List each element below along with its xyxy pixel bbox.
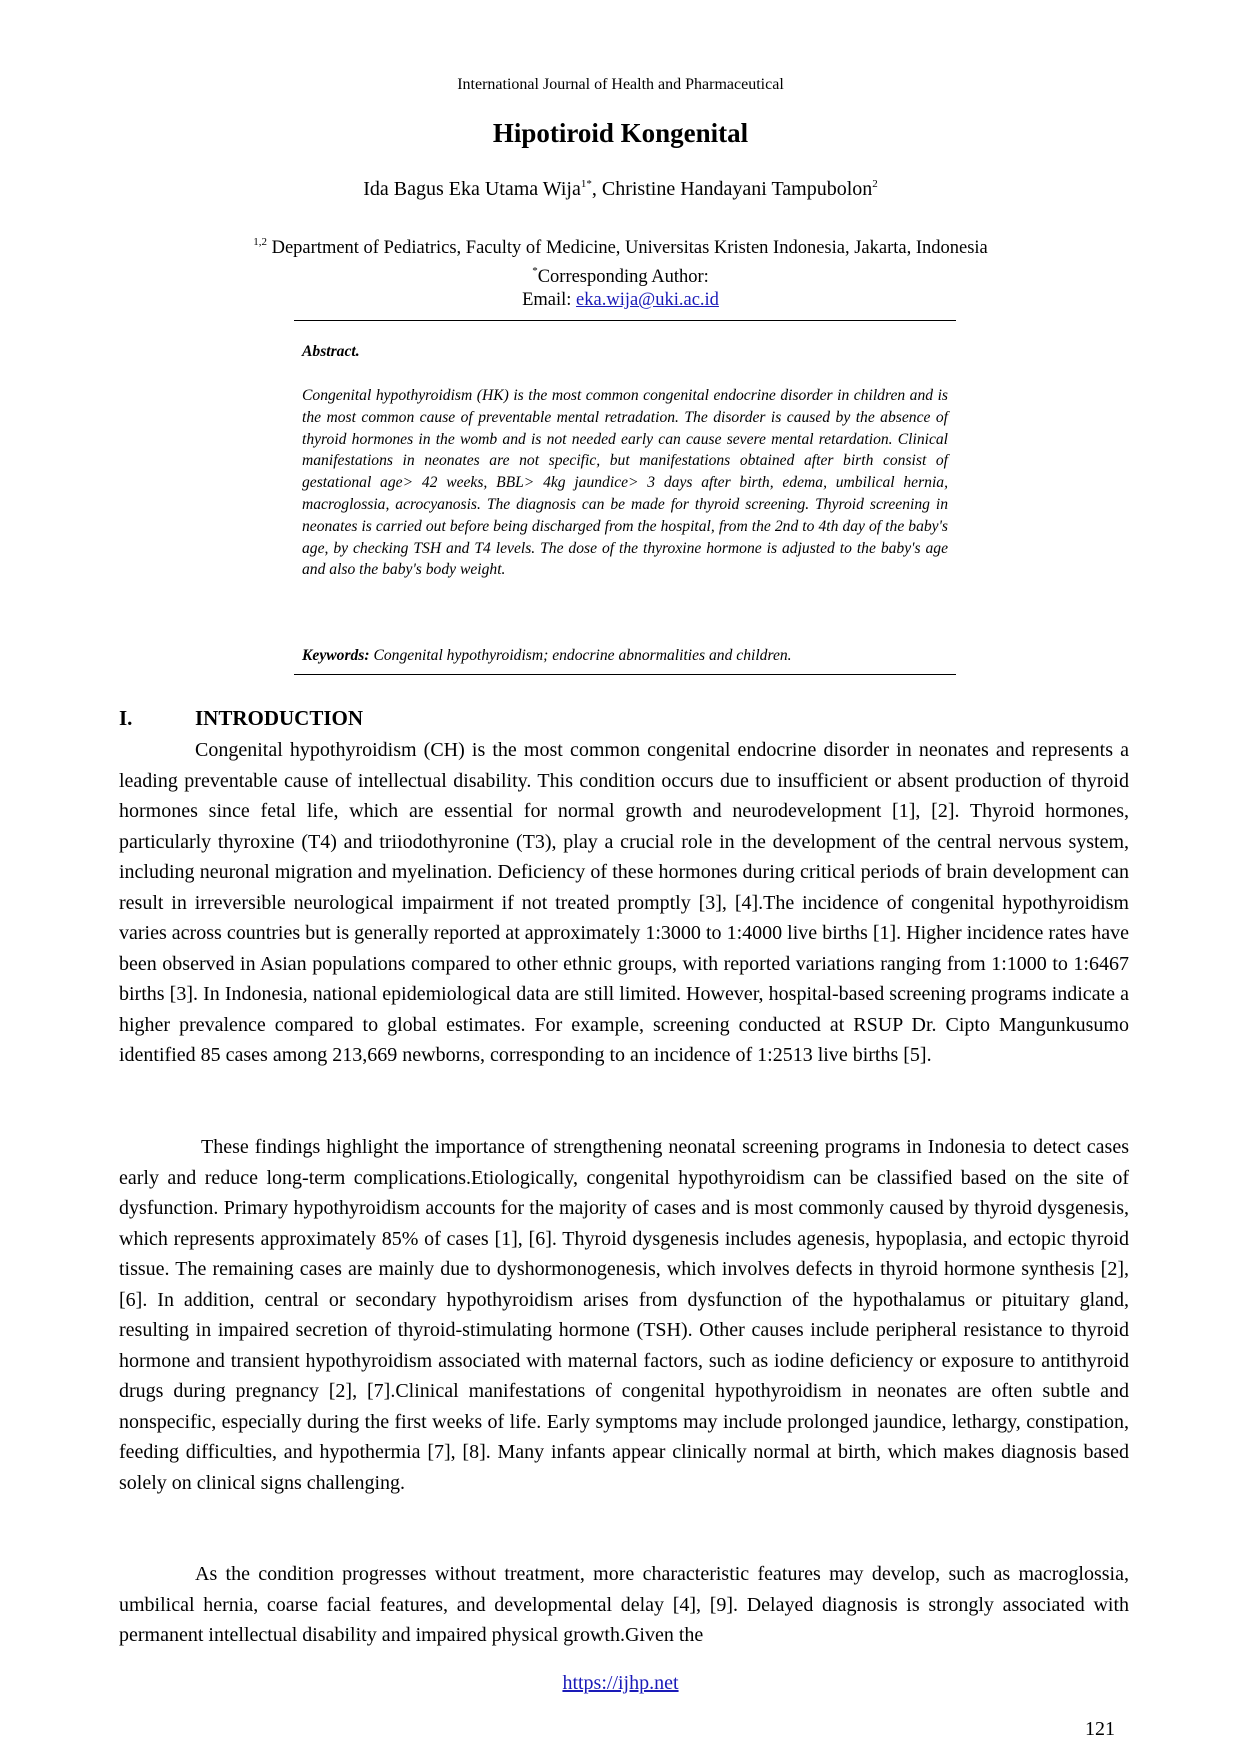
email-label: Email: [522,290,577,310]
corresponding-marker: * [532,265,538,277]
keywords [302,645,948,667]
paper-title: Hipotiroid Kongenital [492,118,749,148]
paragraph-text: These findings highlight the importance of strengthening neonatal screening programs in Indonesia to detect cases early and reduce long-term complications.Etiologically, congenital hypothyroidism can be classified based on the site of dysfunction. Primary hypothyroidism accounts for the majority of cases and is most commonly caused by thyroid dysgenesis, which represents approximately 85% of cases [1], [6]. Thyroid dysgenesis includes agenesis, hypoplasia, and ectopic thyroid tissue. The remaining cases are mainly due to dyshormonogenesis, which involves defects in thyroid hormone synthesis [2], [6]. In addition, central or secondary hypothyroidism arises from dysfunction of the hypothalamus or pituitary gland, resulting in impaired secretion of thyroid-stimulating hormone (TSH). Other causes include peripheral resistance to thyroid hormone and transient hypothyroidism associated with maternal factors, such as iodine deficiency or exposure to antithyroid drugs during pregnancy [2], [7].Clinical manifestations of congenital hypothyroidism in neonates are often subtle and nonspecific, especially during the first weeks of life. Early symptoms may include prolonged jaundice, lethargy, constipation, feeding difficulties, and hypothermia [7], [8]. Many infants appear clinically normal at birth, which makes diagnosis based solely on clinical signs challenging. [119,1136,1129,1494]
body-paragraph [119,1132,1129,1498]
paragraph-text: As the condition progresses without treatment, more characteristic features may develop, such as macroglossia, umbilical hernia, coarse facial features, and developmental delay [4], [9]. Delayed diagnosis is strongly associated with permanent intellectual disability and impaired physical growth.Given the [119,1563,1129,1646]
corresponding-author [0,260,1241,289]
abstract-body: Congenital hypothyroidism (HK) is the most common congenital endocrine disorder in children and is the most common cause of preventable mental retradation. The disorder is caused by the absence of thyroid hormones in the womb and is not needed early can cause severe mental retardation. Clinical manifestations in neonates are not specific, but manifestations obtained after birth consist of gestational age> 42 weeks, BBL> 4kg jaundice> 3 days after birth, edema, umbilical hernia, macroglossia, acrocyanosis. The diagnosis can be made for thyroid screening. Thyroid screening in neonates is carried out before being discharged from the hospital, from the 2nd to 4th day of the baby's age, by checking TSH and T4 levels. The dose of the thyroxine hormone is adjusted to the baby's age and also the baby's body weight. [302,387,948,579]
author-separator: , [591,178,602,200]
affiliation-marker: 1,2 [253,236,267,248]
author-name: Ida Bagus Eka Utama Wija [363,178,581,200]
section-number: I. [119,706,133,730]
corresponding-label: Corresponding Author: [537,267,709,287]
author-affiliation-marker: 1* [580,178,592,190]
affiliation-block [0,231,1241,312]
author-affiliation-marker: 2 [872,178,878,190]
email-link[interactable]: eka.wija@uki.ac.id [576,290,719,310]
section-title: INTRODUCTION [195,706,364,730]
abstract-bottom-rule [294,674,956,675]
journal-name: International Journal of Health and Pharmaceutical [457,76,784,93]
paragraph-text: Congenital hypothyroidism (CH) is the most common congenital endocrine disorder in neonates and represents a leading preventable cause of intellectual disability. This condition occurs due to insufficient or absent production of thyroid hormones since fetal life, which are essential for normal growth and neurodevelopment [1], [2]. Thyroid hormones, particularly thyroxine (T4) and triiodothyronine (T3), play a crucial role in the development of the central nervous system, including neuronal migration and myelination. Deficiency of these hormones during critical periods of brain development can result in irreversible neurological impairment if not treated promptly [3], [4].The incidence of congenital hypothyroidism varies across countries but is generally reported at approximately 1:3000 to 1:4000 live births [1]. Higher incidence rates have been observed in Asian populations compared to other ethnic groups, with reported variations ranging from 1:1000 to 1:6467 births [3]. In Indonesia, national epidemiological data are still limited. However, hospital-based screening programs indicate a higher prevalence compared to global estimates. For example, screening conducted at RSUP Dr. Cipto Mangunkusumo identified 85 cases among 213,669 newborns, corresponding to an incidence of 1:2513 live births [5]. [119,739,1129,1066]
section-heading [119,706,363,731]
affiliation-text: Department of Pediatrics, Faculty of Medicine, Universitas Kristen Indonesia, Jakarta, Indonesia [266,238,988,258]
journal-link[interactable]: https://ijhp.net [562,1672,679,1694]
page-number: 121 [1085,1718,1115,1740]
author-list [0,178,1241,201]
footer-url [0,1672,1241,1695]
body-paragraph [119,735,1129,1071]
abstract-top-rule [294,320,956,321]
body-paragraph [119,1559,1129,1651]
affiliation [0,231,1241,260]
keywords-label: Keywords: [302,647,370,664]
keywords-text: Congenital hypothyroidism; endocrine abnormalities and children. [369,647,792,664]
abstract-heading: Abstract. [302,343,360,360]
author-name: Christine Handayani Tampubolon [601,178,873,200]
email-line [0,289,1241,312]
